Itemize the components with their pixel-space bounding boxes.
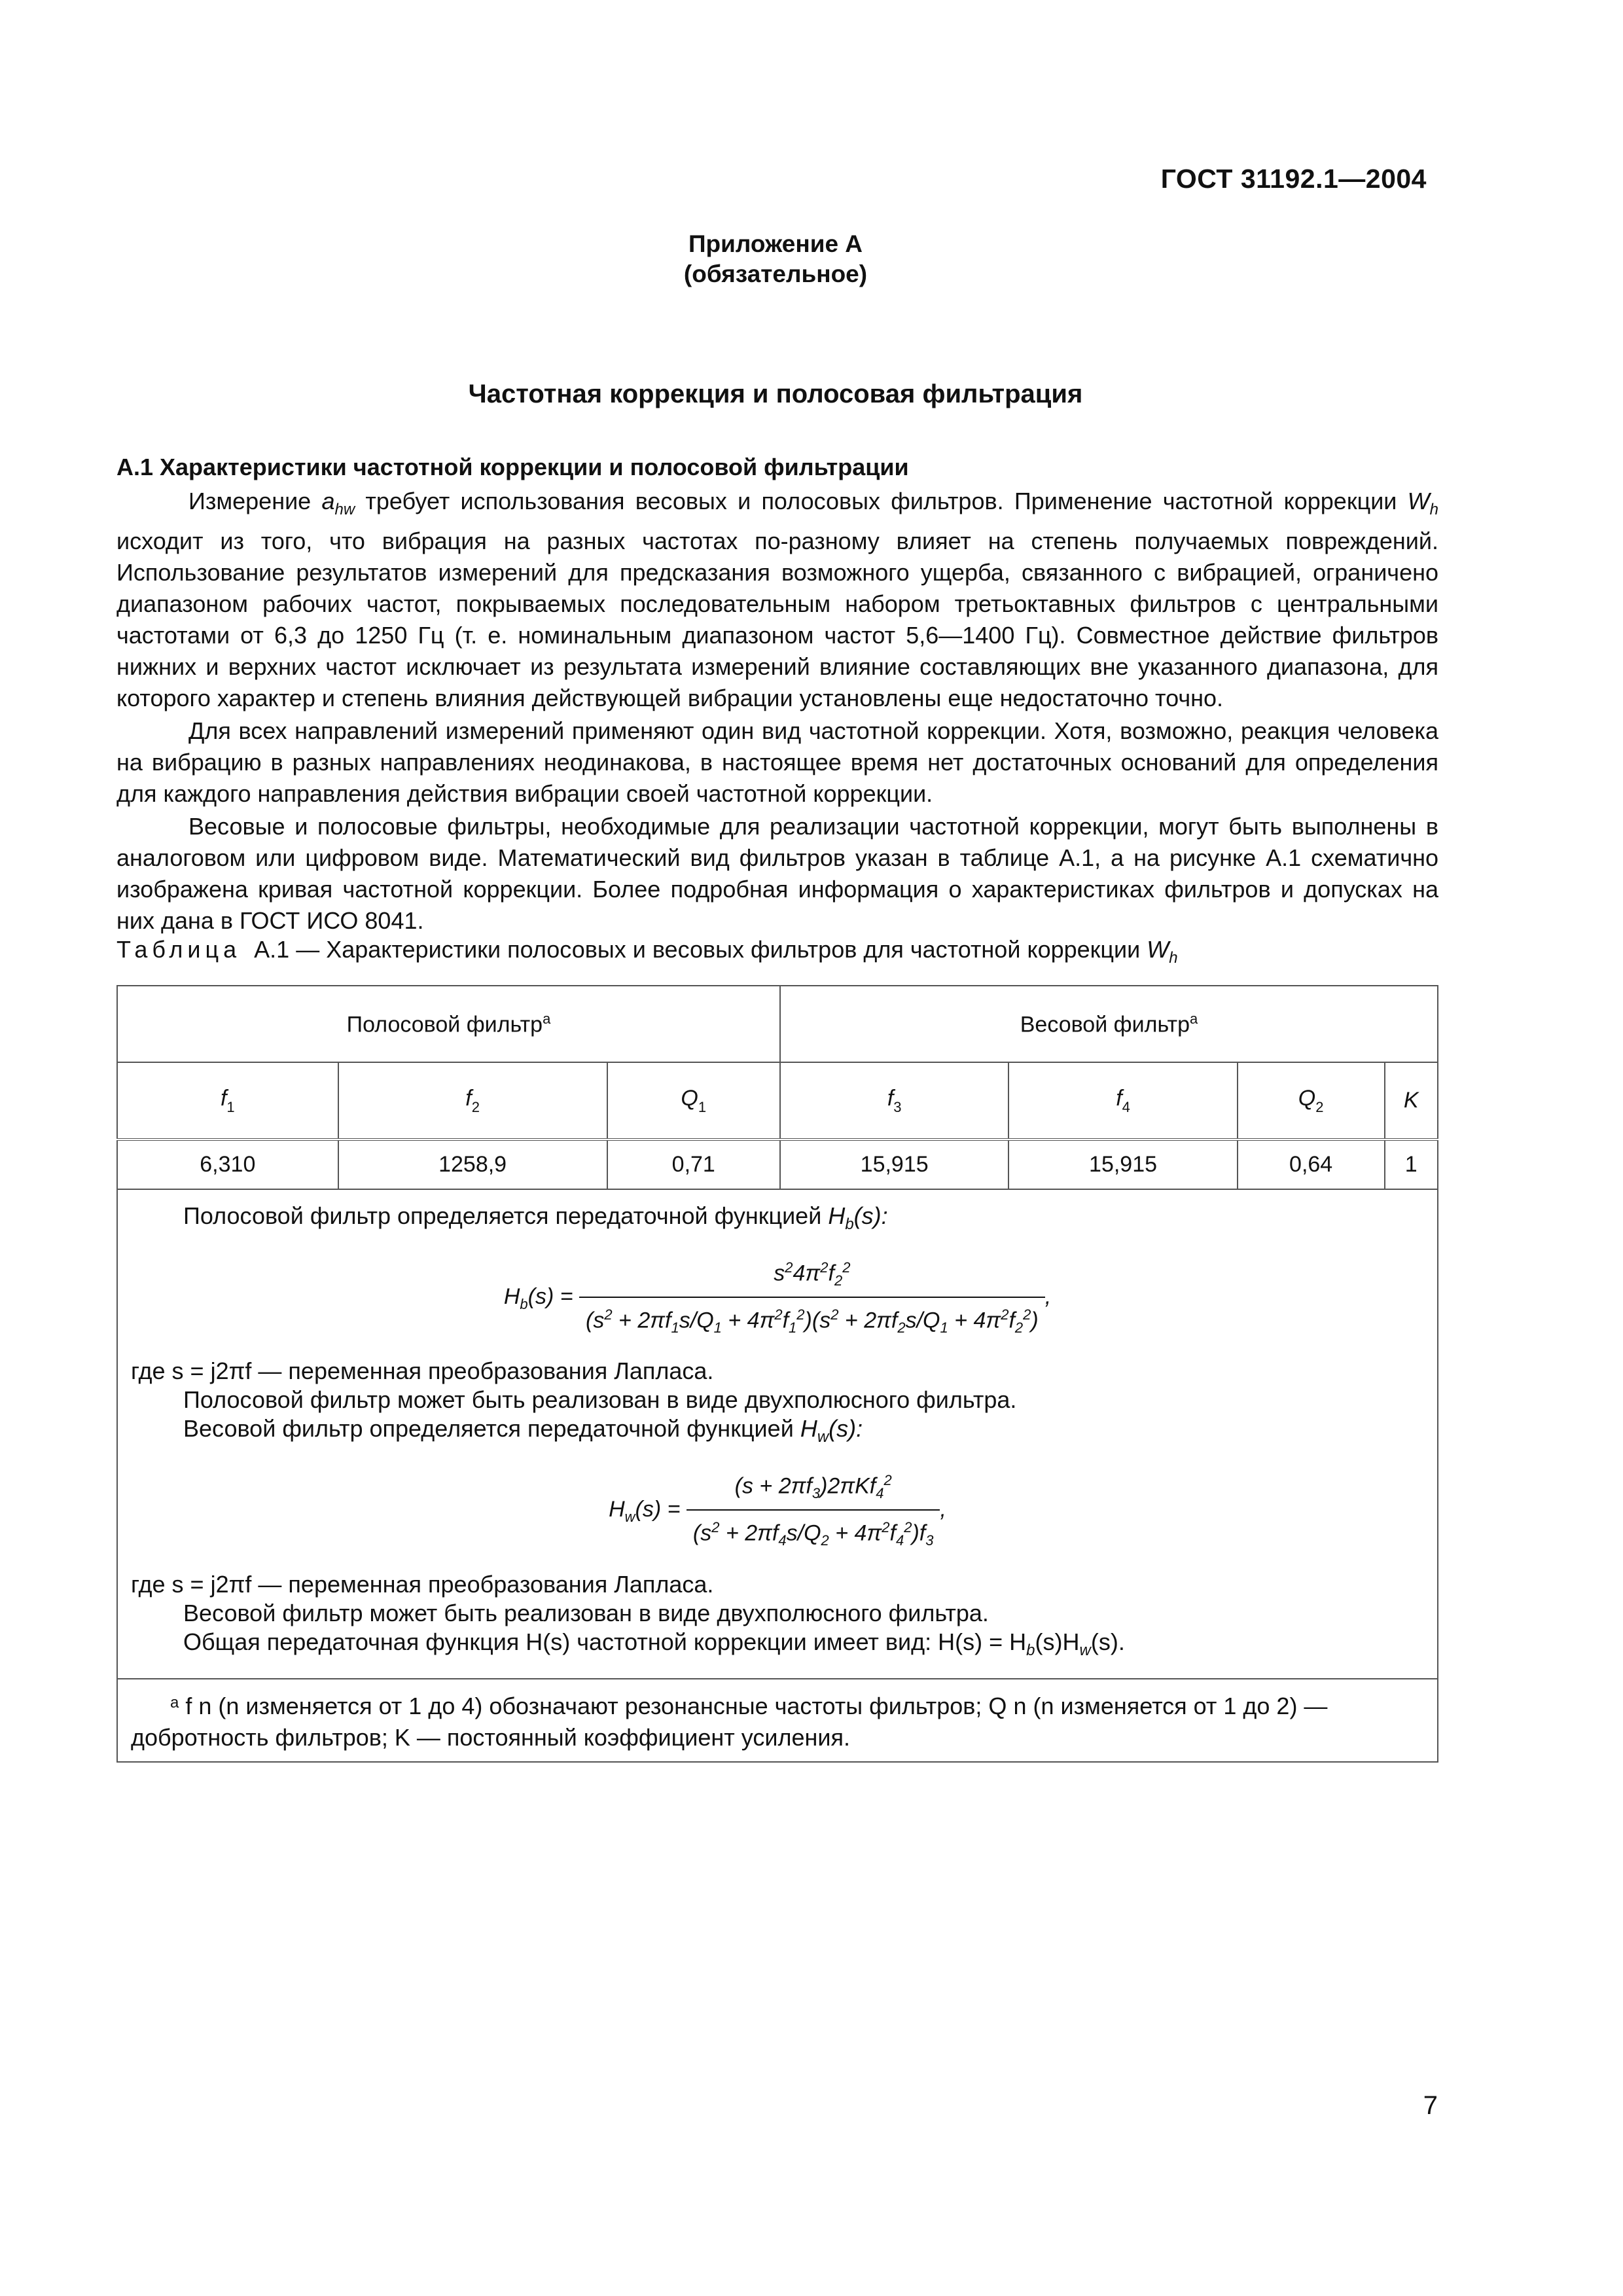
section-heading: А.1 Характеристики частотной коррекции и полосовой фильтрации — [116, 454, 909, 480]
table-caption: Таблица А.1 — Характеристики полосовых и весовых фильтров для частотной коррекции $W_h$ — [116, 936, 1178, 967]
value-f4: 15,915 — [1008, 1139, 1237, 1189]
hw-realization: Весовой фильтр может быть реализован в виде двухполюсного фильтра. — [183, 1599, 989, 1626]
col-q2: $Q_2$ — [1238, 1062, 1385, 1139]
band-filter-header: Полосовой фильтр$^a$ — [117, 986, 780, 1062]
paragraph-2: Для всех направлений измерений применяют один вид частотной коррекции. Хотя, возможно, реакция человека на вибрацию в разных направлениях неодинакова, в настоящее время нет достаточных оснований для определения для каждого направления действия вибрации своей частотной коррекции. — [116, 717, 1438, 807]
col-f4: $f_4$ — [1008, 1062, 1237, 1139]
annex-status: (обязательное) — [683, 260, 868, 287]
section-body — [116, 452, 1438, 938]
value-f1: 6,310 — [117, 1139, 338, 1189]
annex-heading: Частотная коррекция и полосовая фильтрация — [468, 380, 1083, 408]
weight-filter-header: Весовой фильтр$^a$ — [780, 986, 1438, 1062]
transfer-functions-cell — [117, 1189, 1438, 1679]
hw-formula: $H_w(s)$ = $\frac{(s + 2\pi f_3)2\pi Kf_4^2}{(s^2 + 2\pi f_4s/Q_2 + 4\pi^2f_4^2)f_3}$ , — [131, 1466, 1424, 1555]
value-f3: 15,915 — [780, 1139, 1008, 1189]
col-q1: $Q_1$ — [607, 1062, 780, 1139]
filter-table — [116, 985, 1438, 1763]
paragraph-1: Измерение $a_{hw}$ требует использования весовых и полосовых фильтров. Применение частотной коррекции $W_h$ исходит из того, что вибрация на разных частотах по-разному влияет на степень получаемых повреждений. Использование результатов измерений для предсказания возможного ущерба, связанного с вибрацией, ограничено диапазоном рабочих частот, покрываемых последовательным набором третьоктавных фильтров с центральными частотами от 6,3 до 1250 Гц (т. е. номинальным диапазоном частот 5,6—1400 Гц). Совместное действие фильтров нижних и верхних частот исключает из результата измерений влияние составляющих вне указанного диапазона, для которого характер и степень влияния действующей вибрации установлены еще недостаточно точно. — [116, 488, 1438, 711]
col-f3: $f_3$ — [780, 1062, 1008, 1139]
page-number: 7 — [1423, 2091, 1438, 2120]
laplace-note-2: где s = j2πf — переменная преобразования Лапласа. — [131, 1570, 714, 1598]
col-f2: $f_2$ — [338, 1062, 607, 1139]
col-f1: $f_1$ — [117, 1062, 338, 1139]
hb-realization: Полосовой фильтр может быть реализован в виде двухполюсного фильтра. — [183, 1386, 1017, 1414]
paragraph-3: Весовые и полосовые фильтры, необходимые для реализации частотной коррекции, могут быть выполнены в аналоговом или цифровом виде. Математический вид фильтров указан в таблице А.1, а на рисунке А.1 схематично изображена кривая частотной коррекции. Более подробная информация о характеристиках фильтров и допусках на них дана в ГОСТ ИСО 8041. — [116, 813, 1438, 934]
value-k: 1 — [1385, 1139, 1438, 1189]
standard-number: ГОСТ 31192.1—2004 — [1160, 164, 1427, 194]
hw-intro: Весовой фильтр определяется передаточной функцией $H_w(s)$: — [183, 1415, 863, 1446]
total-transfer-function: Общая передаточная функция H(s) частотной коррекции имеет вид: $H(s) = H_b(s)H_w(s)$. — [183, 1628, 1125, 1659]
table-footnote: $^a$ f n (n изменяется от 1 до 4) обозначают резонансные частоты фильтров; Q n (n изменяется от 1 до 2) — добротность фильтров; K — постоянный коэффициент усиления. — [117, 1679, 1438, 1762]
value-q2: 0,64 — [1238, 1139, 1385, 1189]
hb-intro: Полосовой фильтр определяется передаточной функцией $H_b(s)$: — [183, 1202, 888, 1233]
col-k: K — [1385, 1062, 1438, 1139]
hb-formula: $H_b(s)$ = $\frac{s^24\pi^2f_2^2}{(s^2 + 2\pi f_1s/Q_1 + 4\pi^2f_1^2)(s^2 + 2\pi f_2s/Q_1 + 4\pi^2f_2^2)}$ , — [131, 1253, 1424, 1342]
laplace-note-1: где s = j2πf — переменная преобразования Лапласа. — [131, 1357, 714, 1385]
value-f2: 1258,9 — [338, 1139, 607, 1189]
value-q1: 0,71 — [607, 1139, 780, 1189]
annex-title: Приложение А — [688, 230, 863, 257]
